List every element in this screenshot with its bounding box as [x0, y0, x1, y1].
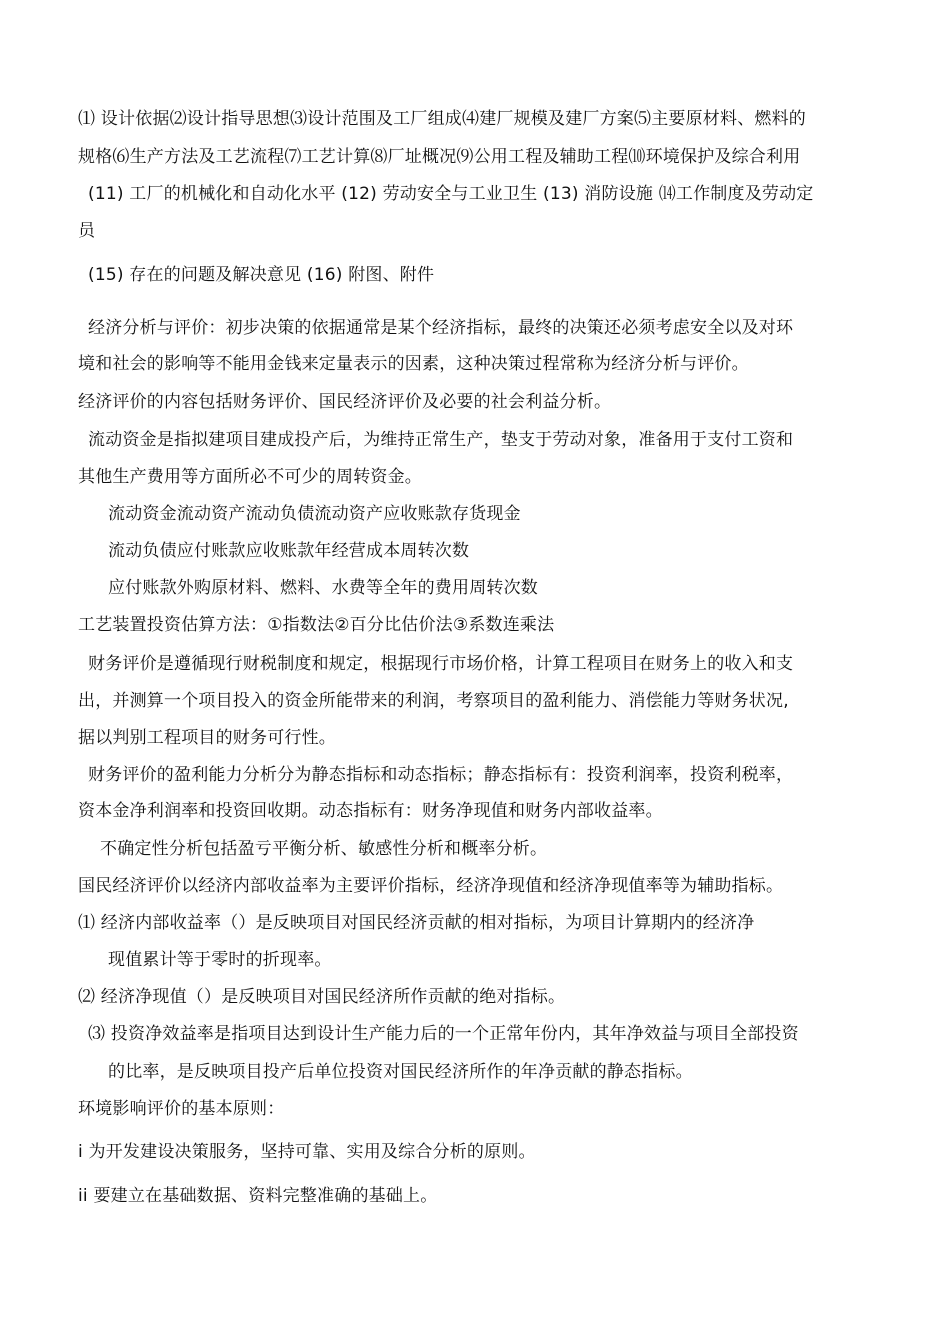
- text-line: 经济评价的内容包括财务评价、国民经济评价及必要的社会利益分析。: [78, 392, 612, 412]
- text-line: 员: [78, 221, 96, 241]
- text-line: 流动资金是指拟建项目建成投产后，为维持正常生产，垫支于劳动对象，准备用于支付工资和: [88, 430, 794, 450]
- text-line: 的比率，是反映项目投产后单位投资对国民经济所作的年净贡献的静态指标。: [108, 1062, 693, 1082]
- text-line: 出，并测算一个项目投入的资金所能带来的利润，考察项目的盈利能力、消偿能力等财务状况,: [78, 691, 789, 711]
- text-line: 经济分析与评价：初步决策的依据通常是某个经济指标，最终的决策还必须考虑安全以及对环: [88, 318, 794, 338]
- text-line: (15) 存在的问题及解决意见 (16) 附图、附件: [88, 265, 435, 285]
- text-line: 应付账款外购原材料、燃料、水费等全年的费用周转次数: [108, 578, 538, 598]
- text-line: ⑴ 设计依据⑵设计指导思想⑶设计范围及工厂组成⑷建厂规模及建厂方案⑸主要原材料、燃料的: [78, 109, 807, 129]
- text-line: ii 要建立在基础数据、资料完整准确的基础上。: [78, 1186, 438, 1206]
- text-line: ⑶ 投资净效益率是指项目达到设计生产能力后的一个正常年份内，其年净效益与项目全部投资: [88, 1024, 799, 1044]
- text-line: 流动负债应付账款应收账款年经营成本周转次数: [108, 541, 470, 561]
- text-line: 现值累计等于零时的折现率。: [108, 950, 332, 970]
- text-line: 财务评价是遵循现行财税制度和规定，根据现行市场价格，计算工程项目在财务上的收入和支: [88, 654, 794, 674]
- text-line: (11) 工厂的机械化和自动化水平 (12) 劳动安全与工业卫生 (13) 消防设施 ⒁工作制度及劳动定: [88, 184, 814, 204]
- text-line: 工艺装置投资估算方法：①指数法②百分比估价法③系数连乘法: [78, 615, 555, 635]
- text-line: 据以判别工程项目的财务可行性。: [78, 728, 336, 748]
- text-line: i 为开发建设决策服务，坚持可靠、实用及综合分析的原则。: [78, 1142, 536, 1162]
- text-line: 财务评价的盈利能力分析分为静态指标和动态指标；静态指标有：投资利润率，投资利税率，: [88, 765, 794, 785]
- text-line: 环境影响评价的基本原则：: [78, 1099, 285, 1119]
- text-line: 境和社会的影响等不能用金钱来定量表示的因素，这种决策过程常称为经济分析与评价。: [78, 354, 749, 374]
- text-line: ⑵ 经济净现值（）是反映项目对国民经济所作贡献的绝对指标。: [78, 987, 566, 1007]
- text-line: 规格⑹生产方法及工艺流程⑺工艺计算⑻厂址概况⑼公用工程及辅助工程⑽环境保护及综合利用: [78, 147, 801, 167]
- text-line: ⑴ 经济内部收益率（）是反映项目对国民经济贡献的相对指标，为项目计算期内的经济净: [78, 913, 755, 933]
- text-line: 资本金净利润率和投资回收期。动态指标有：财务净现值和财务内部收益率。: [78, 801, 663, 821]
- text-line: 其他生产费用等方面所必不可少的周转资金。: [78, 467, 422, 487]
- text-line: 不确定性分析包括盈亏平衡分析、敏感性分析和概率分析。: [100, 839, 548, 859]
- text-line: 流动资金流动资产流动负债流动资产应收账款存货现金: [108, 504, 521, 524]
- text-line: 国民经济评价以经济内部收益率为主要评价指标，经济净现值和经济净现值率等为辅助指标。: [78, 876, 784, 896]
